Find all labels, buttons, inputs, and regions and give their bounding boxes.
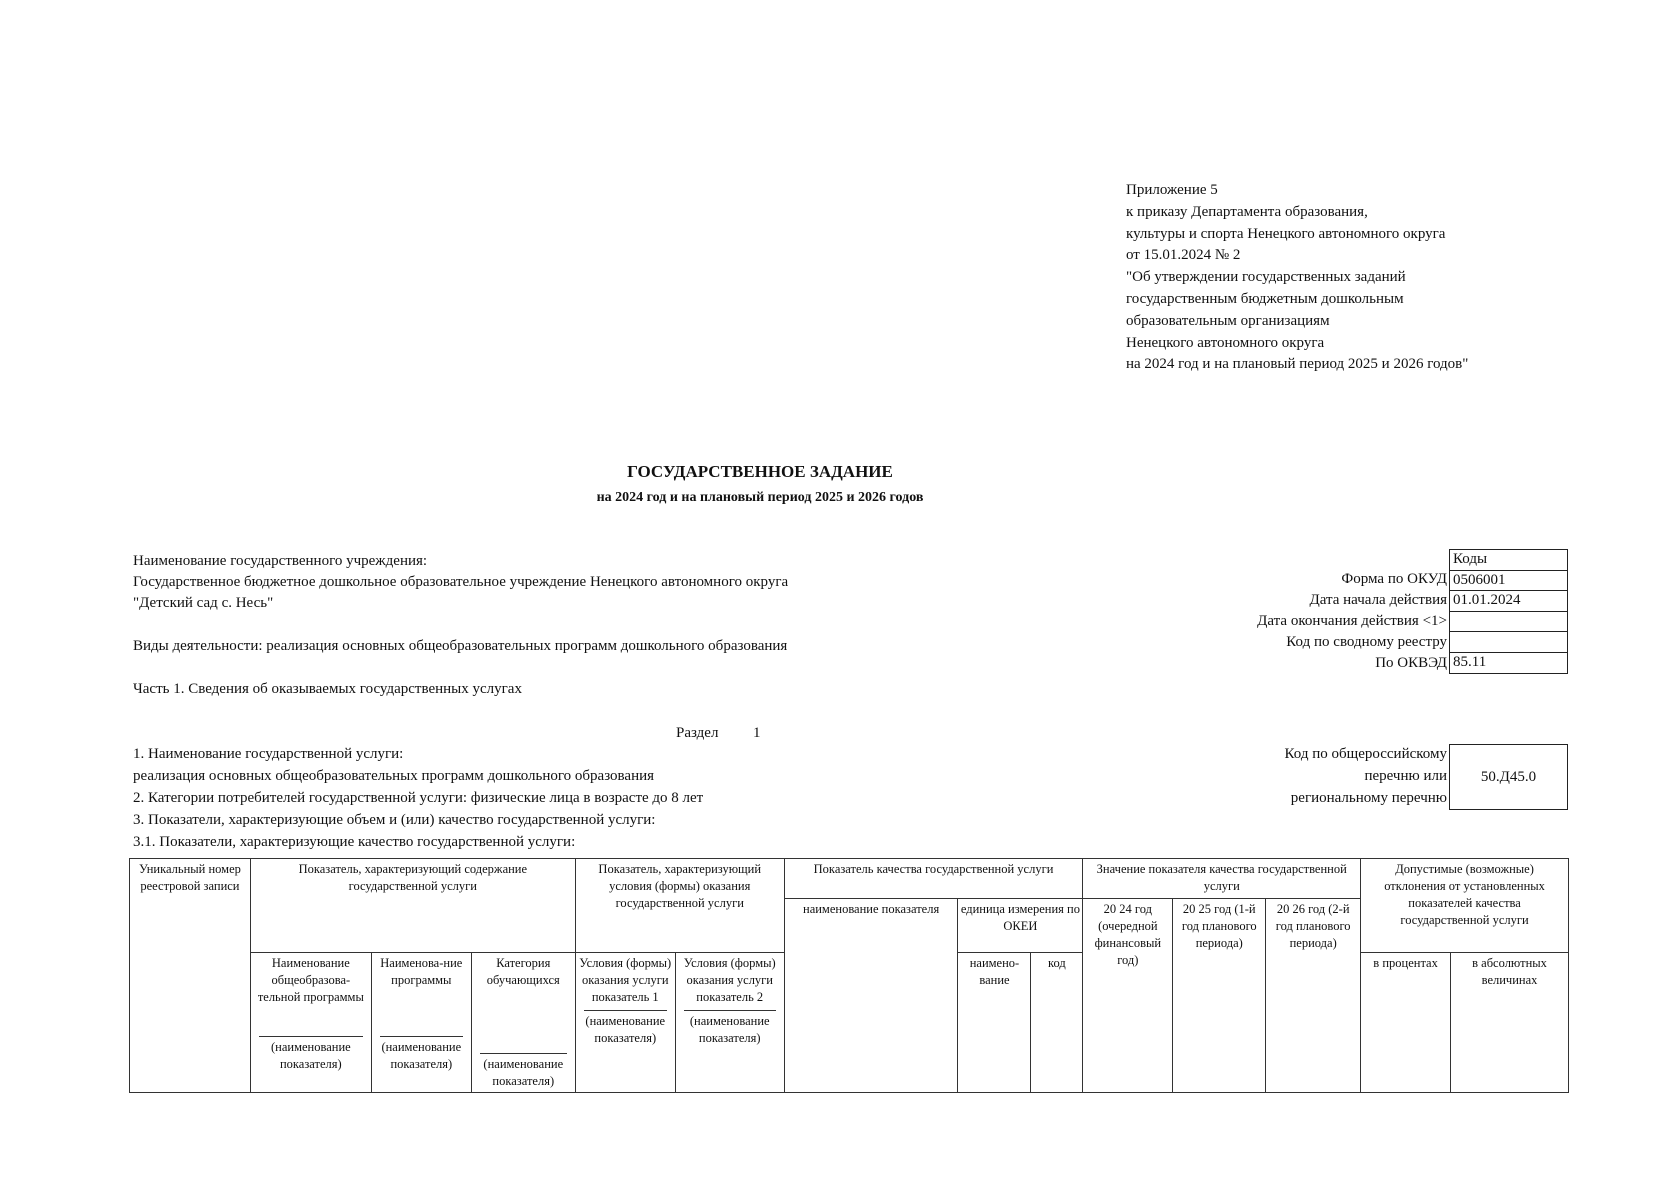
content-group-header: Показатель, характеризующий содержание государственной услуги — [250, 859, 575, 953]
condition-2-note: (наименование показателя) — [684, 1010, 776, 1047]
appendix-line: Ненецкого автономного округа — [1126, 334, 1325, 351]
deviation-percent-header: в процентах — [1361, 953, 1451, 1093]
unit-code-header: код — [1031, 953, 1083, 1093]
start-date-label: Дата начала действия — [1309, 592, 1447, 608]
institution-label: Наименование государственного учреждения: — [133, 553, 428, 569]
end-date-label: Дата окончания действия <1> — [1257, 613, 1447, 629]
program-name-note: (наименование показателя) — [380, 1036, 463, 1073]
condition-1-label: Условия (формы) оказания услуги показатель 1 — [579, 956, 672, 1004]
registry-code-value — [1450, 632, 1568, 653]
appendix-line: образовательным организациям — [1126, 312, 1330, 329]
quality-name-header: наименование показателя — [784, 899, 958, 1093]
service-item3: 3. Показатели, характеризующие объем и (или) качество государственной услуги: — [133, 812, 656, 828]
okp-label-1: Код по общероссийскому — [1284, 746, 1447, 762]
service-item1: 1. Наименование государственной услуги: — [133, 746, 404, 762]
section-label: Раздел — [676, 725, 719, 741]
okp-code-value: 50.Д45.0 — [1480, 768, 1537, 785]
appendix-line: к приказу Департамента образования, — [1126, 203, 1368, 220]
activity-line: Виды деятельности: реализация основных общеобразовательных программ дошкольного образования — [133, 638, 788, 654]
appendix-line: от 15.01.2024 № 2 — [1126, 247, 1241, 264]
part-heading: Часть 1. Сведения об оказываемых государственных услугах — [133, 681, 522, 697]
student-category-header — [471, 953, 575, 1093]
okp-label-3: региональному перечню — [1290, 790, 1447, 806]
student-category-note: (наименование показателя) — [480, 1053, 567, 1090]
document-title: ГОСУДАРСТВЕННОЕ ЗАДАНИЕ — [627, 462, 893, 481]
section-number: 1 — [753, 725, 761, 741]
document-subtitle: на 2024 год и на плановый период 2025 и 2026 годов — [596, 490, 924, 505]
appendix-block — [1126, 180, 1468, 376]
okved-label: По ОКВЭД — [1375, 655, 1447, 671]
registry-code-label: Код по сводному реестру — [1286, 634, 1447, 650]
appendix-line: на 2024 год и на плановый период 2025 и 2026 годов" — [1126, 356, 1469, 373]
condition-1-header — [575, 953, 675, 1093]
unit-name-header: наимено-вание — [958, 953, 1031, 1093]
appendix-line: "Об утверждении государственных заданий — [1126, 269, 1406, 286]
student-category-label: Категория обучающихся — [486, 956, 560, 987]
appendix-line: культуры и спорта Ненецкого автономного округа — [1126, 225, 1446, 242]
okp-code-box — [1449, 744, 1568, 810]
year-2026-header: 20 26 год (2-й год планового периода) — [1266, 899, 1361, 1093]
okved-value: 85.11 — [1450, 652, 1568, 673]
program-name-header — [371, 953, 471, 1093]
program-type-note: (наименование показателя) — [259, 1036, 363, 1073]
service-item2: 2. Категории потребителей государственной услуги: физические лица в возрасте до 8 лет — [133, 790, 704, 806]
deviation-group-header: Допустимые (возможные) отклонения от установленных показателей качества государственной услуги — [1361, 859, 1569, 953]
quality-indicators-table — [129, 858, 1569, 1093]
institution-name-line1: Государственное бюджетное дошкольное образовательное учреждение Ненецкого автономного округа — [133, 574, 789, 590]
program-type-label: Наименование общеобразова-тельной программы — [257, 956, 364, 1004]
okp-label-2: перечню или — [1364, 768, 1447, 784]
start-date-value: 01.01.2024 — [1450, 591, 1568, 612]
codes-table — [1449, 549, 1568, 674]
condition-1-note: (наименование показателя) — [584, 1010, 667, 1047]
okud-label: Форма по ОКУД — [1341, 571, 1447, 587]
quality-group-header: Показатель качества государственной услуги — [784, 859, 1083, 899]
institution-name-line2: "Детский сад с. Несь" — [133, 595, 274, 611]
program-type-header — [250, 953, 371, 1093]
quality-unit-header: единица измерения по ОКЕИ — [958, 899, 1083, 953]
codes-labels — [1100, 549, 1447, 671]
service-name: реализация основных общеобразовательных программ дошкольного образования — [133, 768, 655, 784]
okud-value: 0506001 — [1450, 570, 1568, 591]
appendix-line: государственным бюджетным дошкольным — [1126, 290, 1404, 307]
unique-number-header: Уникальный номер реестровой записи — [130, 859, 251, 1093]
conditions-group-header: Показатель, характеризующий условия (формы) оказания государственной услуги — [575, 859, 784, 953]
year-2025-header: 20 25 год (1-й год планового периода) — [1173, 899, 1266, 1093]
okp-labels — [1100, 744, 1447, 814]
service-item31: 3.1. Показатели, характеризующие качество государственной услуги: — [133, 834, 576, 850]
program-name-label: Наименова-ние программы — [380, 956, 463, 987]
year-2024-header: 20 24 год (очередной финансовый год) — [1083, 899, 1173, 1093]
condition-2-label: Условия (формы) оказания услуги показатель 2 — [683, 956, 776, 1004]
deviation-absolute-header: в абсолютных величинах — [1451, 953, 1569, 1093]
end-date-value — [1450, 611, 1568, 632]
condition-2-header — [675, 953, 784, 1093]
value-group-header: Значение показателя качества государственной услуги — [1083, 859, 1361, 899]
appendix-line: Приложение 5 — [1126, 182, 1218, 198]
codes-header: Коды — [1450, 550, 1568, 571]
